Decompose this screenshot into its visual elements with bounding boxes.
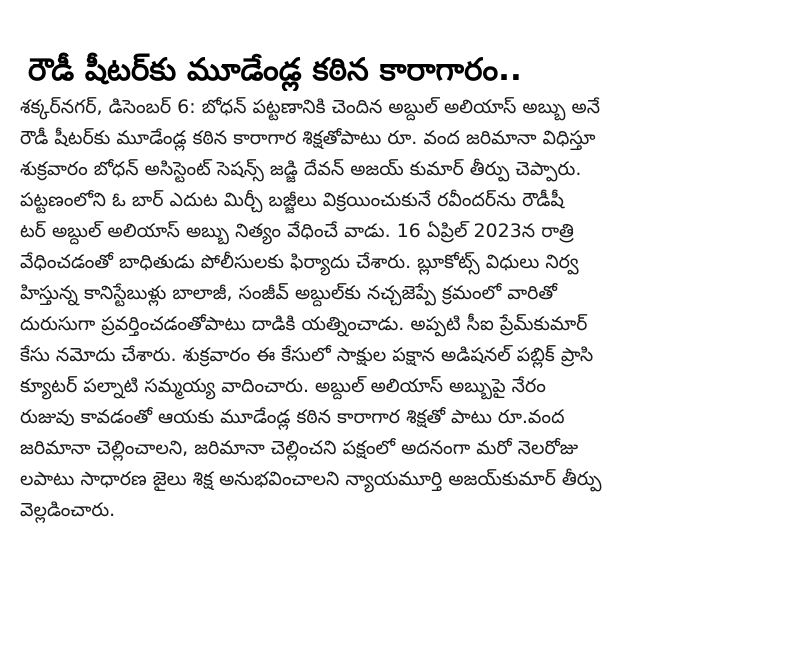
article-line: రౌడీ షీటర్‌కు మూడేండ్ల కఠిన కారాగార శిక్షతోపాటు రూ. వంద జరిమానా విధిస్తూ [20, 127, 596, 149]
article-line: వేధించడంతో బాధితుడు పోలీసులకు ఫిర్యాదు చేశారు. బ్లూకోట్స్ విధులు నిర్వ [20, 251, 579, 273]
article-line: రుజువు కావడంతో ఆయకు మూడేండ్ల కఠిన కారాగార శిక్షతో పాటు రూ.వంద [20, 406, 565, 428]
article-line: లపాటు సాధారణ జైలు శిక్ష అనుభవించాలని న్యాయమూర్తి అజయ్‌కుమార్ తీర్పు [20, 468, 602, 490]
article-line: జరిమానా చెల్లించాలని, జరిమానా చెల్లించని పక్షంలో అదనంగా మరో నెలరోజు [20, 437, 579, 459]
article-line: శుక్రవారం బోధన్ అసిస్టెంట్ సెషన్స్ జడ్జి దేవన్ అజయ్ కుమార్ తీర్పు చెప్పారు. [20, 158, 582, 180]
article-body [20, 92, 782, 526]
article-headline: రౌడీ షీటర్‌కు మూడేండ్ల కఠిన కారాగారం.. [28, 51, 522, 88]
article-line: కేసు నమోదు చేశారు. శుక్రవారం ఈ కేసులో సాక్షుల పక్షాన అడిషనల్ పబ్లిక్ ప్రాసి [20, 344, 594, 366]
clipped-next-headline [30, 628, 770, 646]
article-line: శక్కర్‌నగర్, డిసెంబర్ 6: బోధన్ పట్టణానికి చెందిన అబ్దుల్ అలియాస్ అబ్బు అనే [20, 96, 601, 118]
article-line: హిస్తున్న కానిస్టేబుళ్లు బాలాజీ, సంజీవ్ అబ్దుల్‌కు నచ్చజెప్పే క్రమంలో వారితో [20, 282, 557, 304]
article-line: దురుసుగా ప్రవర్తించడంతోపాటు దాడికి యత్నించాడు. అప్పటి సీఐ ప్రేమ్‌కుమార్ [20, 313, 588, 335]
article-line: టర్ అబ్దుల్ అలియాస్ అబ్బు నిత్యం వేధించే వాడు. 16 ఏప్రిల్ 2023న రాత్రి [20, 220, 574, 242]
article-line: క్యూటర్ పల్నాటి సమ్మయ్య వాదించారు. అబ్దుల్ అలియాస్ అబ్బుపై నేరం [20, 375, 546, 397]
clipped-previous-article-line [18, 0, 778, 10]
article-line: పట్టణంలోని ఓ బార్ ఎదుట మిర్చీ బజ్జీలు విక్రయించుకునే రవీందర్‌ను రౌడీషీ [20, 189, 564, 211]
article-line: వెల్లడించారు. [20, 499, 116, 521]
